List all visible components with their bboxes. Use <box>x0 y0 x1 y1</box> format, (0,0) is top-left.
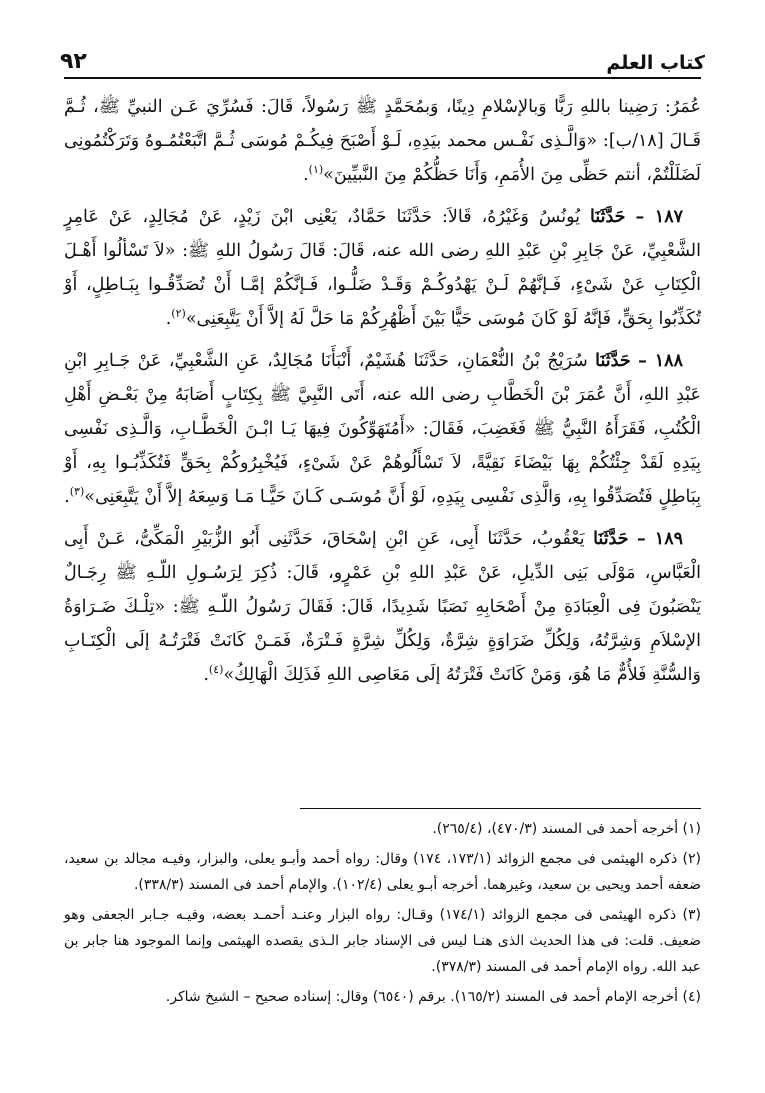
hadith-lead-word: حَدَّثَنَا <box>590 207 626 227</box>
hadith-188: ١٨٨ – حَدَّثَنَا سُرَيْجُ بْنُ النُّعْمَانِ، حَدَّثَنَا هُشَيْمٌ، أَنْبَأَنَا مُجَالِدٌ، عَنِ الشَّعْبِيِّ، عَنْ جَـابِرِ ابْنِ عَبْدِ اللهِ، أَنَّ عُمَرَ بْنَ الْخَطَّابِ رضى الله عنه، أَتَى النَّبِيَّ ﷺ بِكِتَابٍ أَصَابَهُ مِنْ بَعْـضِ أَهْلِ الْكُتُبِ، فَقَرَأَهُ النَّبِيُّ ﷺ فَغَضِبَ، فَقَالَ: «أَمُتَهَوِّكُونَ فِيهَا يَـا ابْـنَ الْخَطَّـابِ، وَالَّـذِى نَفْسِى بِيَدِهِ لَقَدْ جِئْتُكُمْ بِهَا بَيْضَاءَ نَقِيَّةً، لاَ تَسْأَلُوهُمْ عَنْ شَىْءٍ، فَيُخْبِرُوكُمْ بِحَقٍّ فَتُكَذِّبُـوا بِهِ، أَوْ بِبَاطِلٍ فَتُصَدِّقُوا بِهِ، وَالَّذِى نَفْسِى بِيَدِهِ، لَوْ أَنَّ مُوسَـى كَـانَ حَيًّـا مَـا وَسِعَهُ إلاَّ أَنْ يَتَّبِعَنِى»$^{(٣)}$. <box>64 351 701 507</box>
footnote-4: (٤) أخرجه الإمام أحمد فى المسند (١٦٥/٢). برقم (٦٥٤٠) وقال: إسناده صحيح – الشيخ شاكر. <box>165 989 701 1005</box>
footnote-rule <box>300 808 701 809</box>
footnote-3: (٣) ذكره الهيثمى فى مجمع الزوائد (١٧٤/١) وقـال: رواه البزار وعنـد أحمـد بعضه، وفيـه جـابر الجعفى وهو ضعيف. قلت: فى هذا الحديث الذى هنـا ليس فى الإسناد جابر الـذى يقصده الهيثمى وإنما الموجود هنا جابر بن عبد الله. رواه الإمام أحمد فى المسند (٣٧٨/٣). <box>64 907 701 975</box>
footnote-ref: (٢) <box>171 307 186 321</box>
hadith-lead-word: حَدَّثَنَا <box>593 529 629 549</box>
footnote-2: (٢) ذكره الهيثمى فى مجمع الزوائد (١٧٣/١، ١٧٤) وقال: رواه أحمد وأبـو يعلى، والبزار، وفيـه مجالد بن سعيد، ضعفه أحمد ويحيى بن سعيد، وغيرهما. أخرجه أبـو يعلى (١٠٢/٤). والإمام أحمد فى المسند (٣٣٨/٣). <box>64 851 702 893</box>
paragraph-text: يُونُسُ وَغَيْرُهُ، قَالاَ: حَدَّثَنَا حَمَّادٌ، يَعْنِى ابْنَ زَيْدٍ، عَنْ مُجَالِدٍ، عَنْ عَامِرٍ الشَّعْبِيِّ، عَنْ جَابِرِ بْنِ عَبْدِ اللهِ رضى الله عنه، قَالَ: قَالَ رَسُولُ اللهِ ﷺ: «لاَ تَسْألُوا أَهْـلَ الْكِتَابِ عَنْ شَىْءٍ، فَـإنَّهُمْ لَـنْ يَهْدُوكُـمْ وَقَـدْ ضَلُّـوا، فَـإنَّكُمْ إمَّـا أَنْ تُصَدِّقُـوا بِبَـاطِلٍ، أَوْ تُكَذِّبُوا بِحَقٍّ، فَإنَّهُ لَوْ كَانَ مُوسَى حَيًّا بَيْنَ أَظْهُرِكُمْ مَا حَلَّ لَهُ إلاَّ أَنْ يَتَّبِعَنِى» <box>64 207 701 329</box>
footnote-1: (١) أخرجه أحمد فى المسند (٤٧٠/٣)، (٢٦٥/٤). <box>432 821 701 837</box>
paragraph-continuation: عُمَرُ: رَضِينا باللهِ رَبًّا وَبالإسْلامِ دِينًا، وَبمُحَمَّدٍ ﷺ رَسُولاً، قَالَ: فَسُرِّيَ عَـن النبيِّ ﷺ، ثُـمَّ قَـالَ [١٨/ب]: «وَالَّـذِى نَفْـس محمد بيَدِهِ، لَـوْ أَصْبَحَ فِيكُـمْ مُوسَى ثُـمَّ اتَّبَعْتُمُـوهُ وَتَرَكْتُمُونِى لَضَلَلْتُمْ، أنتم حَظِّى مِنَ الأُمَمِ، وَأَنَا حَظُّكُمْ مِنَ النَّبيِّينَ»$^{(١)}$. <box>64 97 701 185</box>
main-text <box>64 90 701 700</box>
hadith-lead-word: حَدَّثَنَا <box>595 351 631 371</box>
footnote-ref: (٣) <box>69 485 85 499</box>
hadith-187: ١٨٧ – حَدَّثَنَا يُونُسُ وَغَيْرُهُ، قَالاَ: حَدَّثَنَا حَمَّادٌ، يَعْنِى ابْنَ زَيْدٍ، عَنْ مُجَالِدٍ، عَنْ عَامِرٍ الشَّعْبِيِّ، عَنْ جَابِرِ بْنِ عَبْدِ اللهِ رضى الله عنه، قَالَ: قَالَ رَسُولُ اللهِ ﷺ: «لاَ تَسْألُوا أَهْـلَ الْكِتَابِ عَنْ شَىْءٍ، فَـإنَّهُمْ لَـنْ يَهْدُوكُـمْ وَقَـدْ ضَلُّـوا، فَـإنَّكُمْ إمَّـا أَنْ تُصَدِّقُـوا بِبَـاطِلٍ، أَوْ تُكَذِّبُوا بِحَقٍّ، فَإنَّهُ لَوْ كَانَ مُوسَى حَيًّا بَيْنَ أَظْهُرِكُمْ مَا حَلَّ لَهُ إلاَّ أَنْ يَتَّبِعَنِى»$^{(٢)}$. <box>64 207 701 329</box>
hadith-number: ١٨٨ – <box>638 351 683 371</box>
book-title: كتاب العلم <box>606 52 705 74</box>
page-number: ٩٢ <box>60 49 87 74</box>
header-rule <box>64 77 701 79</box>
footnote-ref: (٤) <box>208 663 224 677</box>
hadith-189: ١٨٩ – حَدَّثَنَا يَعْقُوبُ، حَدَّثَنَا أَبِى، عَنِ ابْنِ إسْحَاقَ، حَدَّثَنِى أَبُو الزُّبَيْرِ الْمَكِّىُّ، عَـنْ أَبِى الْعَبَّاسِ، مَوْلَى بَنِى الدِّيلِ، عَنْ عَبْدِ اللهِ بْنِ عَمْرٍو، قَالَ: ذُكِرَ لِرَسُـولِ اللّـهِ ﷺ رِجَـالٌ يَنْصَبُونَ فِى الْعِبَادَةِ مِنْ أَصْحَابِهِ نَصَبًا شَدِيدًا، قَالَ: فَقَالَ رَسُولُ اللّـهِ ﷺ: «تِلْـكَ ضَـرَاوَةُ الإسْلاَمِ وَشِرَّتُهُ، وَلِكُلِّ ضَرَاوَةٍ شِرَّةٌ، وَلِكُلِّ شِرَّةٍ فَـتْرَةٌ، فَمَـنْ كَانَتْ فَتْرَتُـهُ إلَى الْكِتَـابِ وَالسُّنَّةِ فَلأُمٌّ مَا هُوَ، وَمَنْ كَانَتْ فَتْرَتُهُ إلَى مَعَاصِى اللهِ فَذَلِكَ الْهَالِكُ»$^{(٤)}$. <box>64 529 701 685</box>
footnotes <box>64 816 701 1014</box>
hadith-number: ١٨٩ – <box>637 529 683 549</box>
footnote-ref: (١) <box>308 163 324 177</box>
hadith-number: ١٨٧ – <box>635 207 683 227</box>
page-header <box>60 34 705 74</box>
paragraph-text: عُمَرُ: رَضِينا باللهِ رَبًّا وَبالإسْلامِ دِينًا، وَبمُحَمَّدٍ ﷺ رَسُولاً، قَالَ: فَسُرِّيَ عَـن النبيِّ ﷺ، ثُـمَّ قَـالَ [١٨/ب]: «وَالَّـذِى نَفْـس محمد بيَدِهِ، لَـوْ أَصْبَحَ فِيكُـمْ مُوسَى ثُـمَّ اتَّبَعْتُمُـوهُ وَتَرَكْتُمُونِى لَضَلَلْتُمْ، أنتم حَظِّى مِنَ الأُمَمِ، وَأَنَا حَظُّكُمْ مِنَ النَّبيِّينَ» <box>64 97 701 185</box>
paragraph-text: يَعْقُوبُ، حَدَّثَنَا أَبِى، عَنِ ابْنِ إسْحَاقَ، حَدَّثَنِى أَبُو الزُّبَيْرِ الْمَكِّىُّ، عَـنْ أَبِى الْعَبَّاسِ، مَوْلَى بَنِى الدِّيلِ، عَنْ عَبْدِ اللهِ بْنِ عَمْرٍو، قَالَ: ذُكِرَ لِرَسُـولِ اللّـهِ ﷺ رِجَـالٌ يَنْصَبُونَ فِى الْعِبَادَةِ مِنْ أَصْحَابِهِ نَصَبًا شَدِيدًا، قَالَ: فَقَالَ رَسُولُ اللّـهِ ﷺ: «تِلْـكَ ضَـرَاوَةُ الإسْلاَمِ وَشِرَّتُهُ، وَلِكُلِّ ضَرَاوَةٍ شِرَّةٌ، وَلِكُلِّ شِرَّةٍ فَـتْرَةٌ، فَمَـنْ كَانَتْ فَتْرَتُـهُ إلَى الْكِتَـابِ وَالسُّنَّةِ فَلأُمٌّ مَا هُوَ، وَمَنْ كَانَتْ فَتْرَتُهُ إلَى مَعَاصِى اللهِ فَذَلِكَ الْهَالِكُ» <box>64 529 701 685</box>
paragraph-text: سُرَيْجُ بْنُ النُّعْمَانِ، حَدَّثَنَا هُشَيْمٌ، أَنْبَأَنَا مُجَالِدٌ، عَنِ الشَّعْبِيِّ، عَنْ جَـابِرِ ابْنِ عَبْدِ اللهِ، أَنَّ عُمَرَ بْنَ الْخَطَّابِ رضى الله عنه، أَتَى النَّبِيَّ ﷺ بِكِتَابٍ أَصَابَهُ مِنْ بَعْـضِ أَهْلِ الْكُتُبِ، فَقَرَأَهُ النَّبِيُّ ﷺ فَغَضِبَ، فَقَالَ: «أَمُتَهَوِّكُونَ فِيهَا يَـا ابْـنَ الْخَطَّـابِ، وَالَّـذِى نَفْسِى بِيَدِهِ لَقَدْ جِئْتُكُمْ بِهَا بَيْضَاءَ نَقِيَّةً، لاَ تَسْأَلُوهُمْ عَنْ شَىْءٍ، فَيُخْبِرُوكُمْ بِحَقٍّ فَتُكَذِّبُـوا بِهِ، أَوْ بِبَاطِلٍ فَتُصَدِّقُوا بِهِ، وَالَّذِى نَفْسِى بِيَدِهِ، لَوْ أَنَّ مُوسَـى كَـانَ حَيًّـا مَـا وَسِعَهُ إلاَّ أَنْ يَتَّبِعَنِى» <box>64 351 701 507</box>
